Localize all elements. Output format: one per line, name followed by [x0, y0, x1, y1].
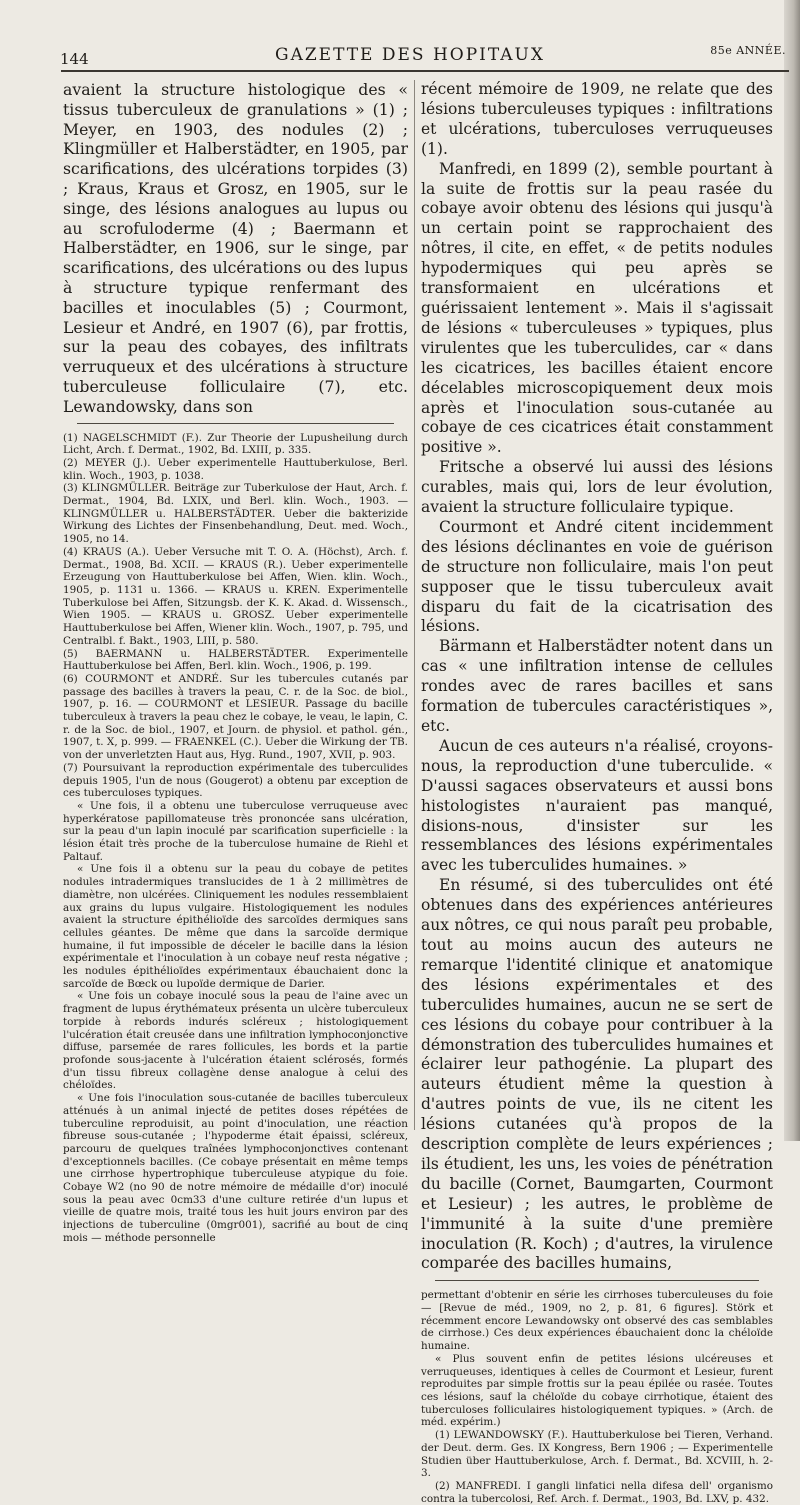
page-edge-shadow [784, 0, 800, 1141]
body-paragraph: En résumé, si des tuberculides ont été obtenues dans des expériences antérieures aux nôtres, ce qui nous paraît peu probable, tout au moins aucun des auteurs ne remarque l'identité clinique et anatomique des lésions expérimentales et des tuberculides humaines, aucun ne se sert de ces lésions du cobaye pour contribuer à la démonstration des tuberculides humaines et éclairer leur pathogénie. La plupart des auteurs étudient même la question à d'autres points de vue, ils ne citent les lésions cutanées qu'à propos de la description complète de leurs expériences ; ils étudient, les uns, les voies de pénétration du bacille (Cornet, Baumgarten, Courmont et Lesieur) ; les autres, le problème de l'immunité à la suite d'une première inoculation (R. Koch) ; d'autres, la virulence comparée des bacilles humains, [421, 876, 773, 1273]
running-header [60, 36, 788, 66]
journal-title: GAZETTE DES HOPITAUX [274, 45, 545, 65]
footnote: (4) KRAUS (A.). Ueber Versuche mit T. O. A. (Höchst), Arch. f. Dermat., 1908, Bd. XCII. — KRAUS (R.). Ueber experimentelle Erzeugung von Hauttuberkulose bei Affen, Wien. klin. Woch., 1905, p. 1131 u. 1366. — KRAUS u. KREN. Experimentelle Tuberkulose bei Affen, Sitzungsb. der K. K. Akad. d. Wissensch., Wien 1905. — KRAUS u. GROSZ. Ueber experimentelle Hauttuberkulose bei Affen, Wiener klin. Woch., 1907, p. 795, und Centralbl. f. Bakt., 1903, LIII, p. 580. [63, 545, 408, 647]
header-rule [61, 70, 789, 72]
page-number: 144 [60, 50, 89, 68]
footnote: « Une fois un cobaye inoculé sous la peau de l'aine avec un fragment de lupus érythémateux présenta un ulcère tuberculeux torpide à rebords indurés scléreux ; histologiquement l'ulcération était creusée dans une infiltration lymphoconjonctive diffuse, parsemée de rares follicules, les bords et la partie profonde sous-jacente à l'ulcération étaient sclérosés, formés d'un tissu fibreux collagène dense analogue à celui des chéloïdes. [63, 990, 408, 1092]
left-body-text [63, 80, 408, 417]
footnote: « Une fois, il a obtenu une tuberculose verruqueuse avec hyperkératose papillomateuse très prononcée sans ulcération, sur la peau d'un lapin inoculé par scarification superficielle : la lésion était très proche de la tuberculose humaine de Riehl et Paltauf. [63, 799, 408, 863]
body-paragraph: Aucun de ces auteurs n'a réalisé, croyons-nous, la reproduction d'une tuberculide. « D'aussi sagaces observateurs et aussi bons histologistes n'auraient pas manqué, disions-nous, d'insister sur les ressemblances des lésions expérimentales avec les tuberculides humaines. » [421, 736, 773, 875]
body-paragraph: Bärmann et Halberstädter notent dans un cas « une infiltration intense de cellules rondes avec de rares bacilles et sans formation de tubercules caractéristiques », etc. [421, 637, 773, 735]
body-paragraph: Courmont et André citent incidemment des lésions déclinantes en voie de guérison de structure non folliculaire, mais l'on peut supposer que le tissu tuberculeux avait disparu du fait de la cicatrisation des lésions. [421, 517, 773, 636]
footnote: (1) LEWANDOWSKY (F.). Hauttuberkulose bei Tieren, Verhand. der Deut. derm. Ges. IX Kongress, Bern 1906 ; — Experimentelle Studien über Hauttuberkulose, Arch. f. Dermat., Bd. XCVIII, h. 2-3. [421, 1429, 773, 1480]
footnote: (7) Poursuivant la reproduction expérimentale des tuberculides depuis 1905, l'un de nous (Gougerot) a obtenu par exception de ces tuberculoses typiques. [63, 761, 408, 800]
right-body-text [421, 80, 773, 1274]
left-paragraph: avaient la structure histologique des « tissus tuberculeux de granulations » (1) ; Meyer, en 1903, des nodules (2) ; Klingmüller et Halberstädter, en 1905, par scarifications, des ulcérations torpides (3) ; Kraus, Kraus et Grosz, en 1905, sur le singe, des lésions analogues au lupus ou au scrofuloderme (4) ; Baermann et Halberstädter, en 1906, sur le singe, par scarifications, des ulcérations ou des lupus à structure typique renfermant des bacilles et inoculables (5) ; Courmont, Lesieur et André, en 1907 (6), par frottis, sur la peau des cobayes, des infiltrats verruqueux et des ulcérations à structure tuberculeuse folliculaire (7), etc. Lewandowsky, dans son [63, 80, 408, 416]
footnote: « Une fois l'inoculation sous-cutanée de bacilles tuberculeux atténués à un animal injecté de petites doses répétées de tuberculine reproduisit, au point d'inoculation, une réaction fibreuse sous-cutanée ; l'hypoderme était épaissi, scléreux, parcouru de quelques traînées lymphoconjonctives contenant d'exceptionnels bacilles. (Ce cobaye présentait en même temps une cirrhose hypertrophique tuberculeuse atypique du foie. Cobaye W2 (no 90 de notre mémoire de médaille d'or) inoculé sous la peau avec 0cm33 d'une culture retirée d'un lupus et vieille de quatre mois, traité tous les huit jours environ par des injections de tuberculine (0mgr001), sacrifié au bout de cinq mois — méthode personnelle [63, 1092, 408, 1244]
column-divider [414, 80, 415, 1130]
footnote: (1) NAGELSCHMIDT (F.). Zur Theorie der Lupusheilung durch Licht, Arch. f. Dermat., 1902, Bd. LXIII, p. 335. [63, 431, 408, 457]
footnote: « Une fois il a obtenu sur la peau du cobaye de petites nodules intradermiques translucides de 1 à 2 millimètres de diamètre, non ulcérées. Cliniquement les nodules ressemblaient aux grains du lupus vulgaire. Histologiquement les nodules avaient la structure épithélioïde des sarcoïdes dermiques sans cellules géantes. De même que dans la sarcoïde dermique humaine, il fut impossible de déceler le bacille dans la lésion expérimentale et l'inoculation à un cobaye neuf resta négative ; les nodules épithélioïdes expérimentaux ébauchaient donc la sarcoïde de Bœck ou lupoïde dermique de Darier. [63, 863, 408, 990]
footnote: (5) BAERMANN u. HALBERSTÄDTER. Experimentelle Hauttuberkulose bei Affen, Berl. klin. Woch., 1906, p. 199. [63, 647, 408, 673]
body-paragraph: récent mémoire de 1909, ne relate que des lésions tuberculeuses typiques : infiltrations et ulcérations, tuberculoses verruqueuses (1). [421, 80, 773, 158]
footnote-rule [77, 423, 394, 424]
footnote: (3) KLINGMÜLLER. Beiträge zur Tuberkulose der Haut, Arch. f. Dermat., 1904, Bd. LXIX, und Berl. klin. Woch., 1903. — KLINGMÜLLER u. HALBERSTÄDTER. Ueber die bakterizide Wirkung des Lichtes der Finsenbehandlung, Deut. med. Woch., 1905, no 14. [63, 482, 408, 546]
year-label: 85e ANNÉE. [710, 44, 786, 57]
footnote: permettant d'obtenir en série les cirrhoses tuberculeuses du foie — [Revue de méd., 1909, no 2, p. 81, 6 figures]. Störk et récemment encore Lewandowsky ont observé des cas semblables de cirrhose.) Ces deux expériences ébauchaient donc la chéloïde humaine. [421, 1289, 773, 1353]
left-column [63, 80, 408, 1245]
left-footnotes [63, 432, 408, 1245]
footnote: (2) MEYER (J.). Ueber experimentelle Hauttuberkulose, Berl. klin. Woch., 1903, p. 1038. [63, 456, 408, 482]
footnote: « Plus souvent enfin de petites lésions ulcéreuses et verruqueuses, identiques à celles de Courmont et Lesieur, furent reproduites par simple frottis sur la peau épilée ou rasée. Toutes ces lésions, sauf la chéloïde du cobaye cirrhotique, étaient des tuberculoses folliculaires histologiquement typiques. » (Arch. de méd. expérim.) [421, 1352, 773, 1429]
footnote: (2) MANFREDI. I gangli linfatici nella difesa dell' organismo contra la tubercolosi, Ref. Arch. f. Dermat., 1903, Bd. LXV, p. 432. [421, 1479, 773, 1505]
footnote: (6) COURMONT et ANDRÉ. Sur les tubercules cutanés par passage des bacilles à travers la peau, C. r. de la Soc. de biol., 1907, p. 16. — COURMONT et LESIEUR. Passage du bacille tuberculeux à travers la peau chez le cobaye, le veau, le lapin, C. r. de la Soc. de biol., 1907, et Journ. de physiol. et pathol. gén., 1907, t. X, p. 999. — FRAENKEL (C.). Ueber die Wirkung der TB. von der unverletzten Haut aus, Hyg. Rund., 1907, XVII, p. 903. [63, 672, 408, 762]
body-paragraph: Fritsche a observé lui aussi des lésions curables, mais qui, lors de leur évolution, avaient la structure folliculaire typique. [421, 458, 773, 517]
right-column [421, 80, 773, 1505]
body-paragraph: Manfredi, en 1899 (2), semble pourtant à la suite de frottis sur la peau rasée du cobaye avoir obtenu des lésions qui jusqu'à un certain point se rapprochaient des nôtres, il cite, en effet, « de petits nodules hypodermiques qui peu après se transformaient en ulcérations et guérissaient lentement ». Mais il s'agissait de lésions « tuberculeuses » typiques, plus virulentes que les tuberculides, car « dans les cicatrices, les bacilles étaient encore décelables microscopiquement deux mois après et l'inoculation sous-cutanée au cobaye de ces cicatrices était constamment positive ». [421, 159, 773, 457]
right-footnotes [421, 1289, 773, 1505]
footnote-rule [435, 1280, 759, 1281]
